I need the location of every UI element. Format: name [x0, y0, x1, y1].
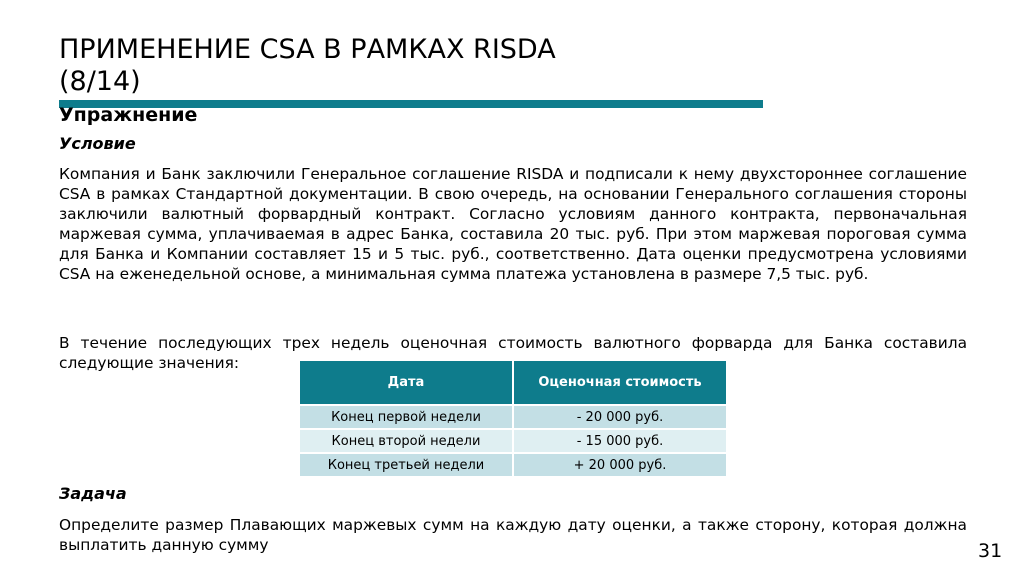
table-row [299, 405, 727, 429]
page-number: 31 [978, 540, 1003, 562]
table-row [299, 453, 727, 477]
table-cell-value: + 20 000 руб. [513, 453, 727, 477]
task-paragraph: Определите размер Плавающих маржевых сумм на каждую дату оценки, а также сторону, которая должна выплатить данную сумму [59, 516, 967, 555]
table-cell-value: - 20 000 руб. [513, 405, 727, 429]
valuation-intro-paragraph: В течение последующих трех недель оценочная стоимость валютного форварда для Банка составила следующие значения: [59, 334, 967, 373]
table-cell-value: - 15 000 руб. [513, 429, 727, 453]
table-cell-date: Конец второй недели [299, 429, 513, 453]
exercise-heading: Упражнение [59, 104, 198, 126]
slide-title-line-1: ПРИМЕНЕНИЕ CSA В РАМКАХ RISDA [59, 34, 556, 65]
table-cell-date: Конец первой недели [299, 405, 513, 429]
slide-title-line-2: (8/14) [59, 66, 141, 97]
condition-paragraph: Компания и Банк заключили Генеральное соглашение RISDA и подписали к нему двухстороннее соглашение CSA в рамках Стандартной документации. В свою очередь, на основании Генерального соглашения стороны заключили валютный форвардный контракт. Согласно условиям данного контракта, первоначальная маржевая сумма, уплачиваемая в адрес Банка, составила 20 тыс. руб. При этом маржевая пороговая сумма для Банка и Компании составляет 15 и 5 тыс. руб., соответственно. Дата оценки предусмотрена условиями CSA на еженедельной основе, а минимальная сумма платежа установлена в размере 7,5 тыс. руб. [59, 165, 967, 284]
slide-title [59, 34, 779, 98]
header-valuation: Оценочная стоимость [513, 360, 727, 405]
table-header-row [299, 360, 727, 405]
task-label: Задача [59, 484, 127, 503]
header-date: Дата [299, 360, 513, 405]
table-row [299, 429, 727, 453]
condition-label: Условие [59, 134, 136, 153]
valuation-table [298, 359, 728, 478]
table-cell-date: Конец третьей недели [299, 453, 513, 477]
